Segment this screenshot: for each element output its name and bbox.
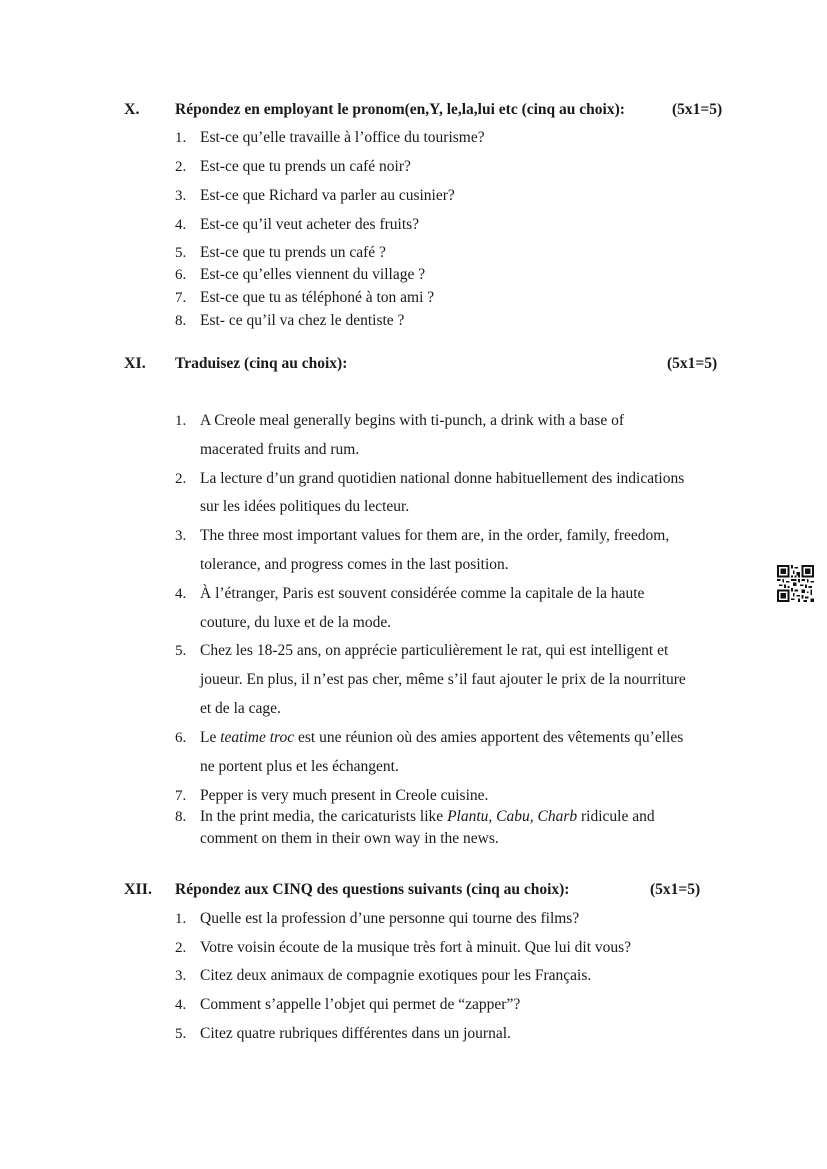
x-q3-number: 3. xyxy=(175,188,187,204)
xi-q7-number: 7. xyxy=(175,788,187,804)
xi-q1-line1: A Creole meal generally begins with ti-punch, a drink with a base of xyxy=(200,412,624,429)
section-xii-title: Répondez aux CINQ des questions suivants (cinq au choix): xyxy=(175,881,570,898)
xi-q8-post: ridicule and xyxy=(577,808,655,825)
x-q2-text: Est-ce que tu prends un café noir? xyxy=(200,158,411,175)
xi-q5-line2: joueur. En plus, il n’est pas cher, même s’il faut ajouter le prix de la nourriture xyxy=(200,671,686,688)
xii-q1-number: 1. xyxy=(175,911,187,927)
xii-q2-number: 2. xyxy=(175,940,187,956)
x-q5-number: 5. xyxy=(175,245,187,261)
xi-q8-line2: comment on them in their own way in the news. xyxy=(200,830,499,847)
section-xii-number: XII. xyxy=(124,881,153,898)
xi-q1-line2: macerated fruits and rum. xyxy=(200,441,360,458)
xi-q2-number: 2. xyxy=(175,471,187,487)
section-xii-marks: (5x1=5) xyxy=(650,881,701,898)
xii-q4-number: 4. xyxy=(175,997,187,1013)
xi-q8-pre: In the print media, the caricaturists like xyxy=(200,808,448,825)
xi-q7-line1: Pepper is very much present in Creole cuisine. xyxy=(200,787,489,804)
x-q3-text: Est-ce que Richard va parler au cusinier? xyxy=(200,187,455,204)
xi-q4-line1: À l’étranger, Paris est souvent considérée comme la capitale de la haute xyxy=(200,585,645,602)
xi-q6-post: est une réunion où des amies apportent des vêtements qu’elles xyxy=(294,729,684,746)
x-q1-text: Est-ce qu’elle travaille à l’office du tourisme? xyxy=(200,129,485,146)
xii-q5-number: 5. xyxy=(175,1026,187,1042)
xii-q2-text: Votre voisin écoute de la musique très fort à minuit. Que lui dit vous? xyxy=(200,939,632,956)
qr-code-icon xyxy=(777,565,814,602)
xi-q8-line1 xyxy=(200,808,655,826)
xi-q5-line3: et de la cage. xyxy=(200,700,281,717)
xi-q4-line2: couture, du luxe et de la mode. xyxy=(200,614,392,631)
x-q5-text: Est-ce que tu prends un café ? xyxy=(200,244,386,261)
xii-q5-text: Citez quatre rubriques différentes dans un journal. xyxy=(200,1025,511,1042)
section-xi-title: Traduisez (cinq au choix): xyxy=(175,355,348,372)
xi-q6-pre: Le xyxy=(200,729,221,746)
x-q4-number: 4. xyxy=(175,217,187,233)
section-x-title: Répondez en employant le pronom(en,Y, le,la,lui etc (cinq au choix): xyxy=(175,101,625,118)
section-xi-marks: (5x1=5) xyxy=(667,355,718,372)
xi-q3-number: 3. xyxy=(175,528,187,544)
xi-q3-line1: The three most important values for them are, in the order, family, freedom, xyxy=(200,527,670,544)
x-q8-number: 8. xyxy=(175,313,187,329)
xi-q6-number: 6. xyxy=(175,730,187,746)
xii-q1-text: Quelle est la profession d’une personne qui tourne des films? xyxy=(200,910,580,927)
xi-q6-line1 xyxy=(200,729,683,747)
x-q6-text: Est-ce qu’elles viennent du village ? xyxy=(200,266,426,283)
x-q4-text: Est-ce qu’il veut acheter des fruits? xyxy=(200,216,420,233)
xi-q8-number: 8. xyxy=(175,809,187,825)
xii-q4-text: Comment s’appelle l’objet qui permet de “zapper”? xyxy=(200,996,521,1013)
section-xi-number: XI. xyxy=(124,355,146,372)
xii-q3-text: Citez deux animaux de compagnie exotiques pour les Français. xyxy=(200,967,592,984)
xi-q2-line1: La lecture d’un grand quotidien national donne habituellement des indications xyxy=(200,470,685,487)
x-q6-number: 6. xyxy=(175,267,187,283)
xi-q8-italic: Plantu, Cabu, Charb xyxy=(447,808,578,825)
xii-q3-number: 3. xyxy=(175,968,187,984)
section-x-marks: (5x1=5) xyxy=(672,101,723,118)
x-q7-text: Est-ce que tu as téléphoné à ton ami ? xyxy=(200,289,435,306)
xi-q6-italic: teatime troc xyxy=(220,729,295,746)
xi-q1-number: 1. xyxy=(175,413,187,429)
xi-q5-line1: Chez les 18-25 ans, on apprécie particulièrement le rat, qui est intelligent et xyxy=(200,642,669,659)
xi-q2-line2: sur les idées politiques du lecteur. xyxy=(200,498,410,515)
xi-q3-line2: tolerance, and progress comes in the last position. xyxy=(200,556,509,573)
xi-q5-number: 5. xyxy=(175,643,187,659)
x-q7-number: 7. xyxy=(175,290,187,306)
x-q2-number: 2. xyxy=(175,159,187,175)
x-q8-text: Est- ce qu’il va chez le dentiste ? xyxy=(200,312,405,329)
x-q1-number: 1. xyxy=(175,130,187,146)
xi-q4-number: 4. xyxy=(175,586,187,602)
xi-q6-line2: ne portent plus et les échangent. xyxy=(200,758,399,775)
section-x-number: X. xyxy=(124,101,140,118)
